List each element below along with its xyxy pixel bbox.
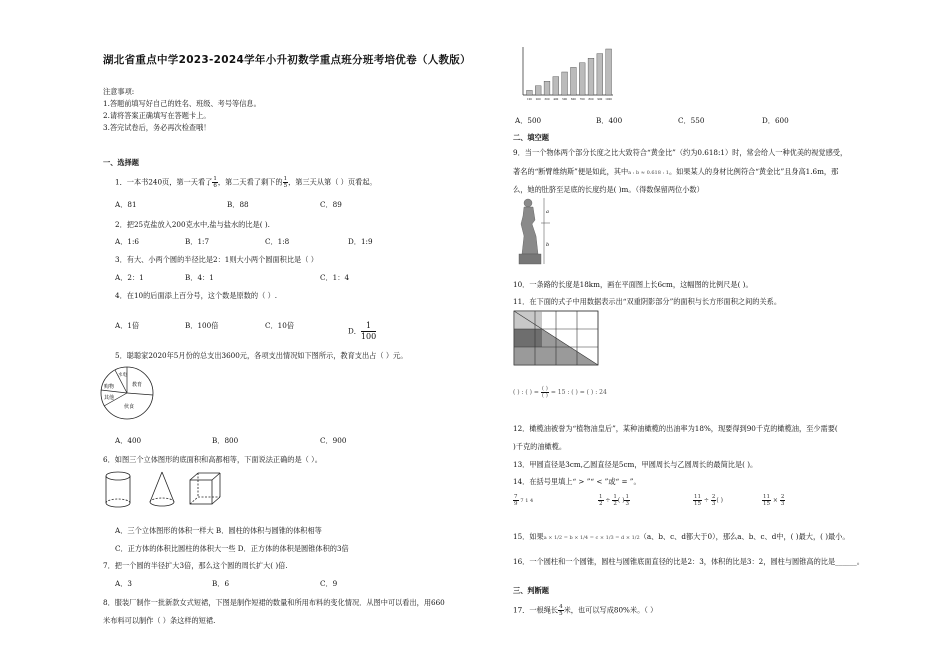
q3-option-a[interactable]: A．2：1 bbox=[115, 273, 144, 282]
q6-options-ab[interactable]: A．三个立体图形的体积一样大 B．圆柱的体积与圆锥的体积相等 bbox=[115, 526, 322, 535]
cube-icon bbox=[190, 473, 220, 504]
question-8-line1: 8．服装厂制作一批新款女式短裙，下图是制作短裙的数量和所用布料的变化情况．从图中可以看出，用660 bbox=[103, 598, 445, 607]
chart-tick-label: 300 bbox=[544, 98, 550, 101]
q8-option-b[interactable]: B．400 bbox=[596, 116, 623, 125]
q5-option-b[interactable]: B．800 bbox=[212, 436, 239, 445]
venus-statue-figure bbox=[512, 196, 557, 266]
q2-option-d[interactable]: D．1:9 bbox=[348, 237, 373, 246]
q5-option-a[interactable]: A．400 bbox=[115, 436, 142, 445]
q8-option-a[interactable]: A．500 bbox=[515, 116, 542, 125]
expense-pie-chart bbox=[100, 366, 156, 422]
question-9-line3: 么，她的肚脐至足底的长度约是( )m。（得数保留两位小数） bbox=[513, 185, 704, 194]
chart-tick-label: 100 bbox=[526, 98, 532, 101]
q3-option-b[interactable]: B．4：1 bbox=[185, 273, 214, 282]
q7-option-c[interactable]: C．9 bbox=[320, 579, 338, 588]
statue-icon bbox=[519, 199, 541, 264]
q1-text-part: ，第三天从第（ ）页看起。 bbox=[288, 177, 377, 187]
q14-compare-1: $\frac{7}{9}$ 7 1 4 bbox=[514, 494, 534, 507]
q14-compare-3: $\frac{11}{15}$ ÷ $\frac{2}{3}$ ( ) bbox=[694, 494, 723, 507]
label-a: a bbox=[546, 209, 549, 215]
q1-option-a[interactable]: A．81 bbox=[115, 200, 137, 209]
question-6: 6．如图三个立体图形的底面积和高都相等，下面说法正确的是（ ）。 bbox=[103, 455, 322, 464]
q8-option-c[interactable]: C．550 bbox=[678, 116, 705, 125]
note-item: 2.请将答案正确填写在答题卡上。 bbox=[103, 111, 211, 120]
section-judge-heading: 三、判断题 bbox=[513, 586, 549, 595]
question-9-line1: 9．当一个物体两个部分长度之比大致符合“黄金比”（约为0.618:1）时，常会给人一种优美的视觉感受， bbox=[513, 148, 848, 157]
q1-text-part: 1．一本书240页，第一天看了 bbox=[115, 177, 213, 187]
question-9-line2: 著名的“断臂维纳斯”便是如此，其中a : b ≈ 0.618 : 1。如果某人的身材比例符合“黄金比”且身高1.6m，那 bbox=[513, 167, 839, 176]
question-2: 2．把25克盐放入200克水中,盐与盐水的比是( ). bbox=[115, 220, 270, 229]
question-3: 3．有大、小两个圆的半径比是2：1则大小两个圆面积比是（ ） bbox=[115, 255, 318, 264]
q2-option-c[interactable]: C．1:8 bbox=[265, 237, 290, 246]
question-5: 5．聪聪家2020年5月份的总支出3600元，各项支出情况如下图所示，教育支出占（ ）元。 bbox=[115, 351, 408, 360]
q3-option-c[interactable]: C．1：4 bbox=[320, 273, 350, 282]
chart-bar bbox=[571, 67, 577, 95]
chart-bar bbox=[562, 72, 568, 95]
chart-tick-label: 200 bbox=[535, 98, 541, 101]
section-fill-heading: 二、填空题 bbox=[513, 133, 549, 142]
chart-tick-label: 800 bbox=[588, 98, 594, 101]
pie-label-utilities: 水电 bbox=[118, 373, 127, 378]
fraction: $\frac{( )}{( )}$ bbox=[541, 386, 548, 399]
q5-option-c[interactable]: C．900 bbox=[320, 436, 347, 445]
question-17: 17．一根绳长 $\frac{4}{5}$ 米，也可以写成80%米。（ ） bbox=[513, 604, 658, 617]
chart-tick-label: 1000 bbox=[605, 98, 612, 101]
fraction: $\frac{1}{6}$ bbox=[213, 176, 217, 189]
shaded-rectangle-figure bbox=[514, 311, 602, 369]
chart-bar bbox=[544, 81, 550, 95]
chart-bar bbox=[579, 63, 585, 95]
label-b: b bbox=[546, 242, 550, 248]
question-4: 4．在10的后面添上百分号，这个数是原数的（ ）. bbox=[115, 291, 278, 300]
question-8-line2: 米布料可以制作（ ）条这样的短裙. bbox=[103, 616, 216, 625]
fraction: $\frac{4}{5}$ bbox=[559, 604, 563, 617]
question-7: 7．把一个圆的半径扩大3倍，那么这个圆的周长扩大( )倍. bbox=[103, 561, 288, 570]
pie-label-shopping: 购物 bbox=[104, 384, 115, 390]
question-12-line2: )千克的油橄榄。 bbox=[513, 442, 567, 451]
cone-icon bbox=[150, 472, 174, 506]
question-15: 15．如果a × 1/2 = b × 1/4 = c × 1/3 = d × 1/2（a、b、c、d都大于0），那么a、b、c、d中，( )最大，( )最小。 bbox=[513, 532, 850, 541]
fraction: $\frac{1}{100}$ bbox=[360, 321, 377, 341]
q4-option-b[interactable]: B．100倍 bbox=[185, 321, 219, 330]
q4-option-d[interactable]: D． $\frac{1}{100}$ bbox=[348, 321, 377, 341]
chart-tick-label: 900 bbox=[597, 98, 603, 101]
section-choice-heading: 一、选择题 bbox=[103, 158, 139, 167]
chart-bar bbox=[553, 77, 559, 95]
fraction: $\frac{1}{5}$ bbox=[283, 176, 288, 189]
q4-option-c[interactable]: C．10倍 bbox=[265, 321, 295, 330]
skirt-fabric-chart bbox=[515, 45, 615, 103]
pie-label-other: 其他 bbox=[104, 395, 115, 401]
q1-text-part: ，第二天看了剩下的 bbox=[217, 177, 283, 187]
q7-option-a[interactable]: A．3 bbox=[115, 579, 132, 588]
note-item: 1.答题前填写好自己的姓名、班级、考号等信息。 bbox=[103, 99, 261, 108]
chart-tick-label: 500 bbox=[562, 98, 568, 101]
q2-option-b[interactable]: B．1:7 bbox=[185, 237, 210, 246]
pie-label-education: 教育 bbox=[132, 382, 143, 388]
chart-bar bbox=[606, 49, 612, 95]
q14-compare-2: $\frac{1}{2}$ ÷ $\frac{1}{2}$ ( ) $\frac{1}{3}$ bbox=[599, 494, 629, 507]
chart-bar bbox=[535, 86, 541, 95]
chart-bar bbox=[588, 58, 594, 95]
q2-option-a[interactable]: A．1:6 bbox=[115, 237, 139, 246]
question-11: 11．在下面的式子中用数据表示出“双重阴影部分”的面积与长方形面积之间的关系。 bbox=[513, 297, 782, 306]
question-12-line1: 12．橄榄油被誉为“植物油皇后”，某种油橄榄的出油率为18%，现要得到90千克的橄榄油，至少需要( bbox=[513, 424, 838, 433]
q14-compare-4: $\frac{11}{15}$ × $\frac{2}{3}$ bbox=[763, 494, 785, 507]
q6-options-cd[interactable]: C．正方体的体积比圆柱的体积大一些 D．正方体的体积是圆锥体积的3倍 bbox=[115, 544, 349, 553]
q1-option-b[interactable]: B．88 bbox=[227, 200, 249, 209]
chart-bar bbox=[527, 90, 533, 95]
cylinder-icon bbox=[106, 472, 130, 507]
q7-option-b[interactable]: B．6 bbox=[212, 579, 230, 588]
q11-expression: ( ) : ( ) = $\frac{( )}{( )}$ = 15 : ( ) = ( ) : 24 bbox=[513, 386, 607, 399]
q4-option-a[interactable]: A．1倍 bbox=[115, 321, 140, 330]
q1-option-c[interactable]: C．89 bbox=[320, 200, 342, 209]
chart-tick-label: 600 bbox=[570, 98, 576, 101]
question-14: 14．在括号里填上“ > ”“ < ”或“ = ”。 bbox=[513, 477, 641, 486]
page-title: 湖北省重点中学2023-2024学年小升初数学重点班分班考培优卷（人教版） bbox=[103, 54, 471, 66]
chart-bar bbox=[597, 54, 603, 95]
chart-tick-label: 400 bbox=[553, 98, 559, 101]
pie-label-food: 伙食 bbox=[124, 404, 135, 410]
question-10: 10．一条路的长度是18km，画在平面图上长6cm，这幅图的比例尺是( )。 bbox=[513, 280, 753, 289]
q8-option-d[interactable]: D．600 bbox=[762, 116, 789, 125]
chart-tick-label: 700 bbox=[579, 98, 585, 101]
notes-heading: 注意事项: bbox=[103, 87, 135, 96]
question-1 bbox=[115, 176, 377, 189]
question-16: 16．一个圆柱和一个圆锥，圆柱与圆锥底面直径的比是2：3，体积的比是3：2，圆柱与圆锥高的比是______。 bbox=[513, 557, 864, 566]
question-13: 13．甲圆直径是3cm,乙圆直径是5cm，甲圆周长与乙圆周长的最简比是( )。 bbox=[513, 460, 758, 469]
solid-shapes-figure bbox=[100, 470, 240, 510]
note-item: 3.答完试卷后，务必再次检查哦！ bbox=[103, 123, 211, 132]
